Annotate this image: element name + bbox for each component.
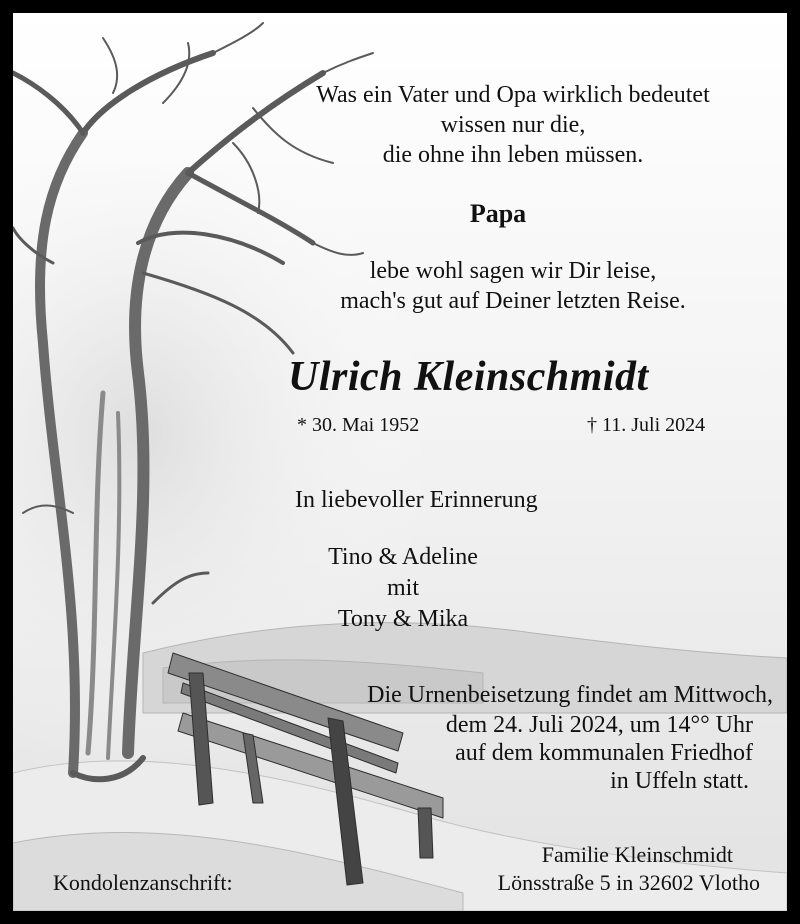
birth-date: * 30. Mai 1952 bbox=[297, 414, 420, 436]
poem-bottom-line-1: lebe wohl sagen wir Dir leise, bbox=[369, 258, 657, 284]
address-term: Papa bbox=[469, 199, 527, 228]
poem-top-line-3: die ohne ihn leben müssen. bbox=[382, 142, 644, 168]
condolence-label: Kondolenzanschrift: bbox=[53, 870, 233, 895]
poem-bottom-line-2: mach's gut auf Deiner letzten Reise. bbox=[340, 288, 686, 314]
mourners-line-2: mit bbox=[386, 575, 419, 601]
family-address: Lönsstraße 5 in 32602 Vlotho bbox=[497, 870, 760, 895]
ceremony-line-1: Die Urnenbeisetzung findet am Mittwoch, bbox=[367, 682, 773, 708]
poem-top-line-1: Was ein Vater und Opa wirklich bedeutet bbox=[316, 82, 710, 108]
ceremony-line-3: auf dem kommunalen Friedhof bbox=[455, 740, 753, 766]
ceremony-line-4: in Uffeln statt. bbox=[610, 768, 749, 794]
poem-top-line-2: wissen nur die, bbox=[440, 112, 586, 138]
remembrance-text: In liebevoller Erinnerung bbox=[295, 487, 538, 513]
family-name: Familie Kleinschmidt bbox=[541, 842, 733, 867]
mourners-line-1: Tino & Adeline bbox=[328, 544, 478, 570]
obituary-notice bbox=[13, 13, 787, 911]
ceremony-line-2: dem 24. Juli 2024, um 14°° Uhr bbox=[445, 712, 753, 738]
deceased-name: Ulrich Kleinschmidt bbox=[288, 354, 649, 400]
death-date: † 11. Juli 2024 bbox=[587, 414, 706, 436]
mourners-line-3: Tony & Mika bbox=[337, 606, 469, 632]
